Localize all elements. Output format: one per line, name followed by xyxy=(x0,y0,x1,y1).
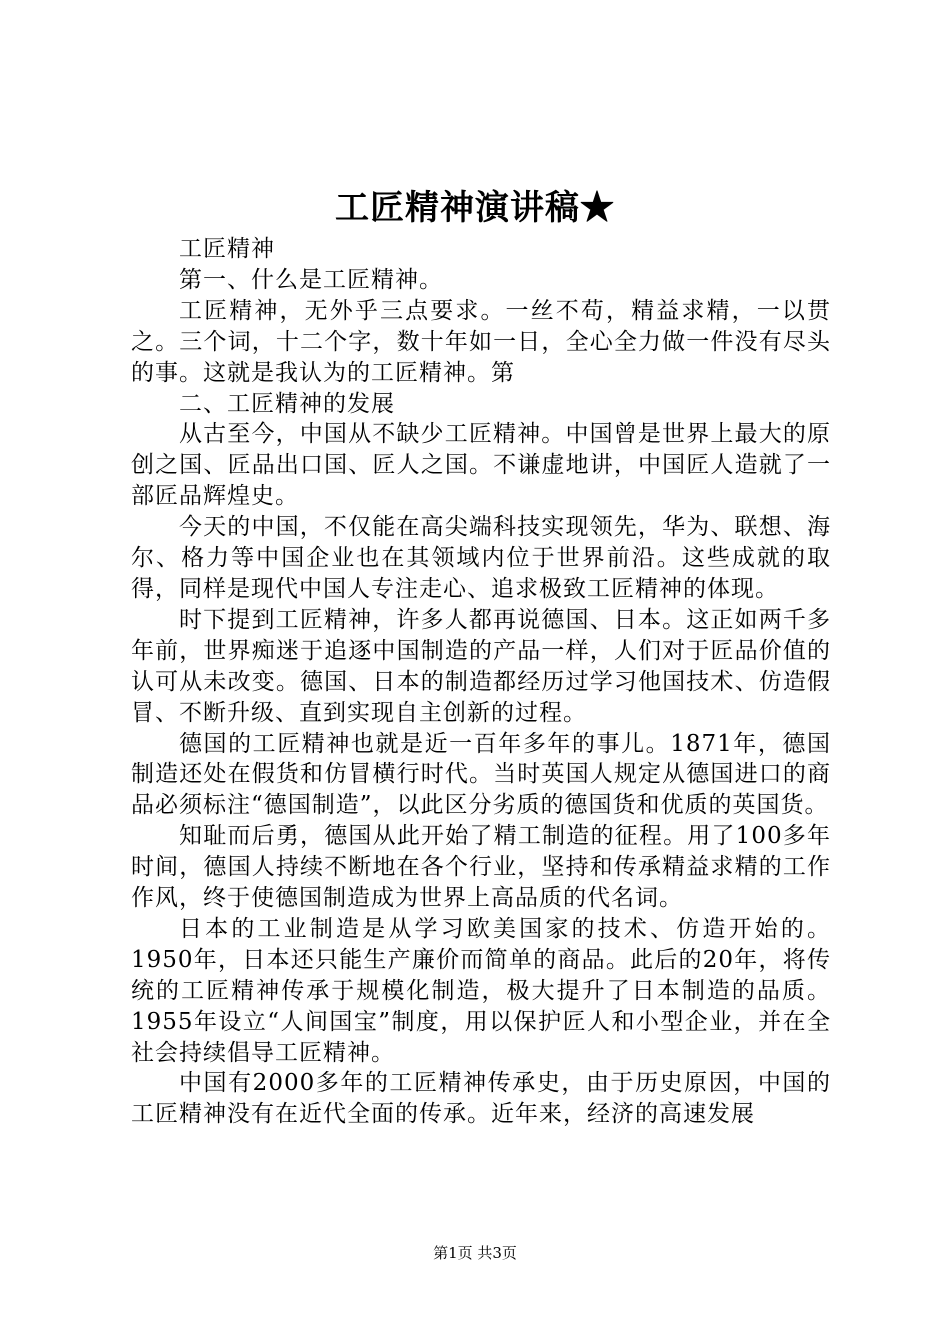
paragraph: 中国有2000多年的工匠精神传承史，由于历史原因，中国的工匠精神没有在近代全面的传承。近年来，经济的高速发展 xyxy=(131,1070,831,1128)
paragraph: 工匠精神 xyxy=(179,236,275,262)
paragraph: 二、工匠精神的发展 xyxy=(179,390,395,417)
paragraph: 工匠精神，无外乎三点要求。一丝不苟，精益求精，一以贯之。三个词，十二个字，数十年如一日，全心全力做一件没有尽头的事。这就是我认为的工匠精神。第 xyxy=(131,297,831,386)
paragraph: 知耻而后勇，德国从此开始了精工制造的征程。用了100多年时间，德国人持续不断地在各个行业，坚持和传承精益求精的工作作风，终于使德国制造成为世界上高品质的代名词。 xyxy=(131,823,831,912)
document-body xyxy=(131,234,831,1130)
paragraph: 第一、什么是工匠精神。 xyxy=(179,266,443,293)
paragraph: 今天的中国，不仅能在高尖端科技实现领先，华为、联想、海尔、格力等中国企业也在其领域内位于世界前沿。这些成就的取得，同样是现代中国人专注走心、追求极致工匠精神的体现。 xyxy=(131,514,831,602)
document-title: 工匠精神演讲稿★ xyxy=(335,188,615,228)
paragraph: 日本的工业制造是从学习欧美国家的技术、仿造开始的。1950年，日本还只能生产廉价而简单的商品。此后的20年，将传统的工匠精神传承于规模化制造，极大提升了日本制造的品质。1955年设立“人间国宝”制度，用以保护匠人和小型企业，并在全社会持续倡导工匠精神。 xyxy=(131,915,831,1066)
paragraph: 时下提到工匠精神，许多人都再说德国、日本。这正如两千多年前，世界痴迷于追逐中国制造的产品一样，人们对于匠品价值的认可从未改变。德国、日本的制造都经历过学习他国技术、仿造假冒、不断升级、直到实现自主创新的过程。 xyxy=(131,606,831,726)
page-footer: 第1页 共3页 xyxy=(433,1244,517,1262)
paragraph: 从古至今，中国从不缺少工匠精神。中国曾是世界上最大的原创之国、匠品出口国、匠人之国。不谦虚地讲，中国匠人造就了一部匠品辉煌史。 xyxy=(131,421,831,510)
paragraph: 德国的工匠精神也就是近一百年多年的事儿。1871年，德国制造还处在假货和仿冒横行时代。当时英国人规定从德国进口的商品必须标注“德国制造”，以此区分劣质的德国货和优质的英国货。 xyxy=(131,730,831,819)
